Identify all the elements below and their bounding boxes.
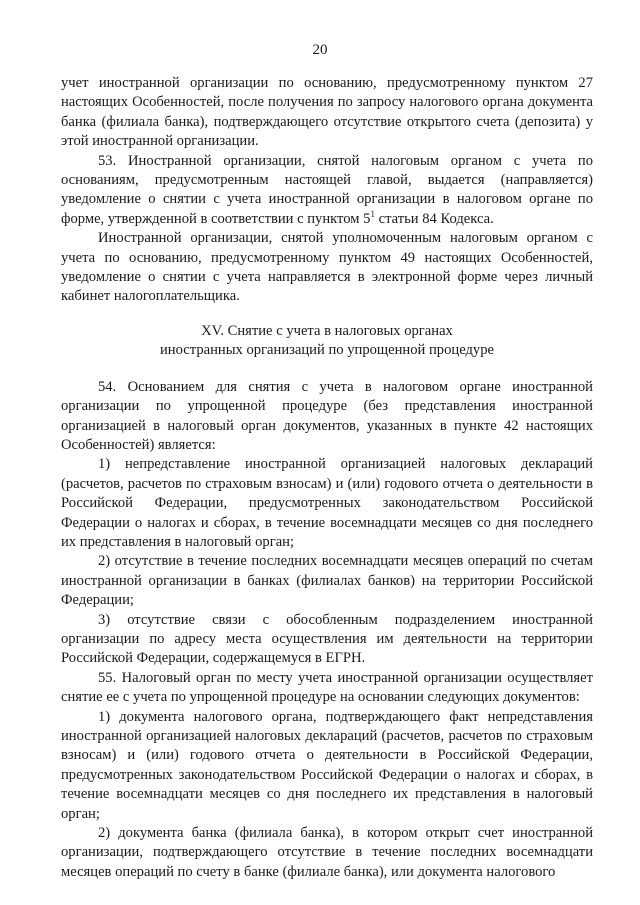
section-heading-line-1: XV. Снятие с учета в налоговых органах (201, 322, 453, 339)
paragraph-54: 54. Основанием для снятия с учета в налоговом органе иностранной организации по упрощенной процедуре (без представления иностранной организацией в налоговый орган документов, указанных в пункте 42 настоящих Особенностей) является: (61, 378, 593, 453)
paragraph-54-item-1: 1) непредставление иностранной организацией налоговых деклараций (расчетов, расчетов по страховым взносам) и (или) годового отчета о деятельности в Российской Федерации, предусмотренных законодательством Российской Федерации о налогах и сборах, в течение восемнадцати месяцев со дня последнего их представления в налоговый орган; (61, 456, 593, 550)
paragraph-53-tail: статьи 84 Кодекса. (374, 210, 494, 227)
page-number: 20 (312, 42, 328, 58)
paragraph-53-second: Иностранной организации, снятой уполномоченным налоговым органом с учета по основанию, предусмотренному пунктом 49 настоящих Особенностей, уведомление о снятии с учета направляется в электронной форме через личный кабинет налогоплательщика. (61, 230, 593, 305)
section-heading-line-2: иностранных организаций по упрощенной процедуре (160, 342, 494, 359)
paragraph-54-item-3: 3) отсутствие связи с обособленным подразделением иностранной организации по адресу места осуществления им деятельности на территории Российской Федерации, содержащемуся в ЕГРН. (61, 611, 593, 667)
paragraph-54-item-2: 2) отсутствие в течение последних восемнадцати месяцев операций по счетам иностранной организации в банках (филиалах банков) на территории Российской Федерации; (61, 553, 593, 609)
superscript-marker: 1 (370, 208, 375, 219)
paragraph-55: 55. Налоговый орган по месту учета иностранной организации осуществляет снятие ее с учета по упрощенной процедуре на основании следующих документов: (61, 669, 593, 706)
paragraph-55-item-2: 2) документа банка (филиала банка), в котором открыт счет иностранной организации, подтверждающего отсутствие в течение последних восемнадцати месяцев операций по счету в банке (филиале банка), или документа налогового (61, 825, 593, 880)
document-body (61, 74, 593, 882)
paragraph-53-text: 53. Иностранной организации, снятой налоговым органом с учета по основаниям, предусмотренным настоящей главой, выдается (направляется) уведомление о снятии с учета иностранной организации в налоговом органе по форме, утвержденной в соответствии с пунктом 5 (61, 152, 593, 227)
paragraph-55-item-1: 1) документа налогового органа, подтверждающего факт непредставления иностранной организацией налоговых деклараций (расчетов, расчетов по страховым взносам) и (или) годового отчета о деятельности в Российской Федерации, предусмотренных законодательством Российской Федерации о налогах и сборах, в течение восемнадцати месяцев со дня последнего их представления в налоговый орган; (61, 708, 593, 822)
paragraph-continuation: учет иностранной организации по основанию, предусмотренному пунктом 27 настоящих Особенностей, после получения по запросу налогового органа документа банка (филиала банка), подтверждающего отсутствие открытого счета (депозита) у этой иностранной организации. (61, 75, 593, 150)
section-heading (61, 322, 593, 361)
paragraph-53 (61, 152, 593, 230)
